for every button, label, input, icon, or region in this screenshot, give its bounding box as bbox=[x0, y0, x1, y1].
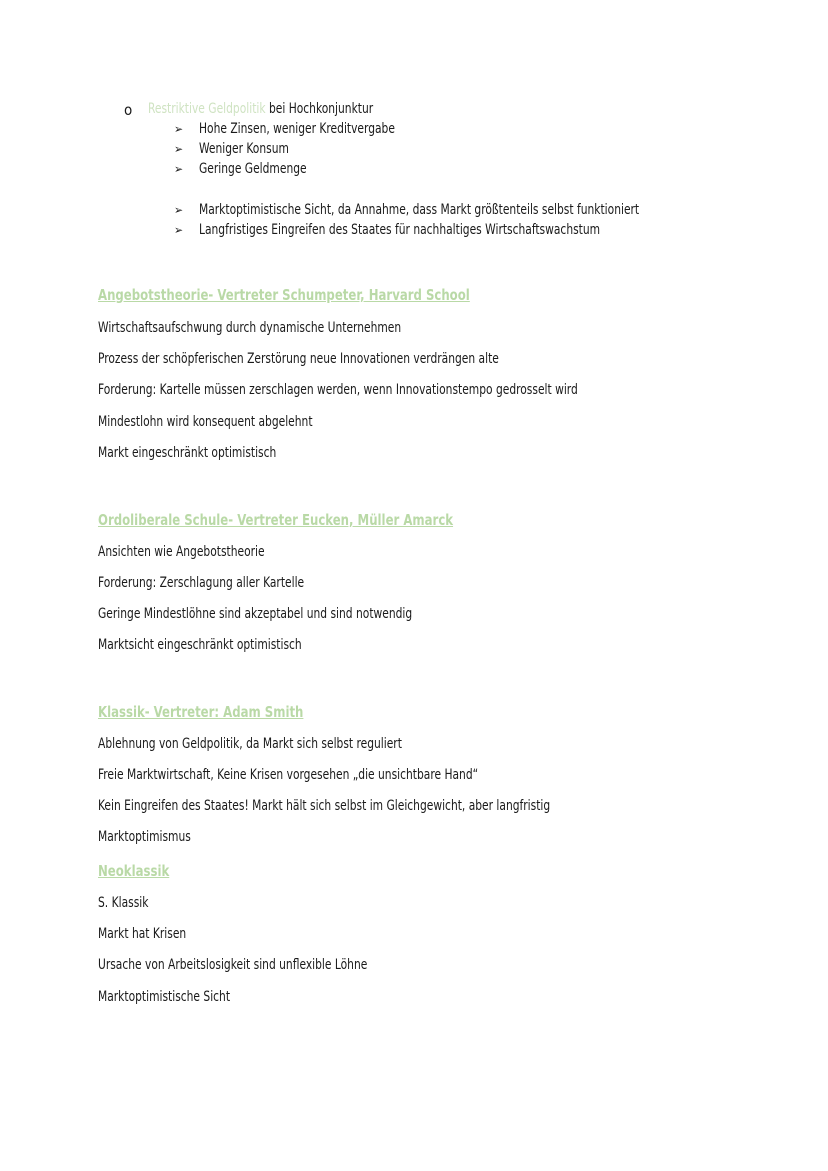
section-line: Mindestlohn wird konsequent abgelehnt bbox=[98, 414, 313, 430]
section-line: Marktoptimismus bbox=[98, 829, 191, 845]
arrow-bullet-icon: ➢ bbox=[174, 223, 184, 237]
section-line: Wirtschaftsaufschwung durch dynamische Unternehmen bbox=[98, 320, 402, 336]
section-heading-angebotstheorie: Angebotstheorie- Vertreter Schumpeter, Harvard School bbox=[98, 286, 470, 304]
monetary-note: Langfristiges Eingreifen des Staates für nachhaltiges Wirtschaftswachstum bbox=[199, 222, 601, 238]
monetary-title-colored: Restriktive Geldpolitik bbox=[148, 101, 266, 117]
monetary-title bbox=[148, 100, 373, 118]
arrow-bullet-icon: ➢ bbox=[174, 122, 184, 136]
monetary-sub-item: Weniger Konsum bbox=[199, 141, 289, 157]
arrow-bullet-icon: ➢ bbox=[174, 203, 184, 217]
section-line: S. Klassik bbox=[98, 895, 149, 911]
section-line: Kein Eingreifen des Staates! Markt hält sich selbst im Gleichgewicht, aber langfristig bbox=[98, 798, 551, 814]
section-line: Ansichten wie Angebotstheorie bbox=[98, 544, 265, 560]
section-line: Markt hat Krisen bbox=[98, 926, 187, 942]
monetary-title-rest: bei Hochkonjunktur bbox=[265, 101, 374, 117]
section-line: Forderung: Zerschlagung aller Kartelle bbox=[98, 575, 305, 591]
arrow-bullet-icon: ➢ bbox=[174, 142, 184, 156]
circle-bullet-icon: o bbox=[124, 101, 133, 119]
section-line: Freie Marktwirtschaft, Keine Krisen vorgesehen „die unsichtbare Hand“ bbox=[98, 767, 479, 783]
section-heading-neoklassik: Neoklassik bbox=[98, 862, 170, 880]
monetary-sub-item: Hohe Zinsen, weniger Kreditvergabe bbox=[199, 121, 395, 137]
section-line: Marktoptimistische Sicht bbox=[98, 989, 231, 1005]
section-line: Geringe Mindestlöhne sind akzeptabel und sind notwendig bbox=[98, 606, 413, 622]
section-line: Marktsicht eingeschränkt optimistisch bbox=[98, 637, 302, 653]
section-heading-ordoliberale-schule: Ordoliberale Schule- Vertreter Eucken, Müller Amarck bbox=[98, 511, 454, 529]
arrow-bullet-icon: ➢ bbox=[174, 162, 184, 176]
section-line: Ablehnung von Geldpolitik, da Markt sich selbst reguliert bbox=[98, 736, 402, 752]
section-line: Prozess der schöpferischen Zerstörung neue Innovationen verdrängen alte bbox=[98, 351, 499, 367]
section-heading-klassik: Klassik- Vertreter: Adam Smith bbox=[98, 703, 304, 721]
monetary-note: Marktoptimistische Sicht, da Annahme, dass Markt größtenteils selbst funktioniert bbox=[199, 202, 640, 218]
section-line: Forderung: Kartelle müssen zerschlagen werden, wenn Innovationstempo gedrosselt wird bbox=[98, 382, 578, 398]
section-line: Markt eingeschränkt optimistisch bbox=[98, 445, 277, 461]
monetary-sub-item: Geringe Geldmenge bbox=[199, 161, 307, 177]
section-line: Ursache von Arbeitslosigkeit sind unflexible Löhne bbox=[98, 957, 368, 973]
